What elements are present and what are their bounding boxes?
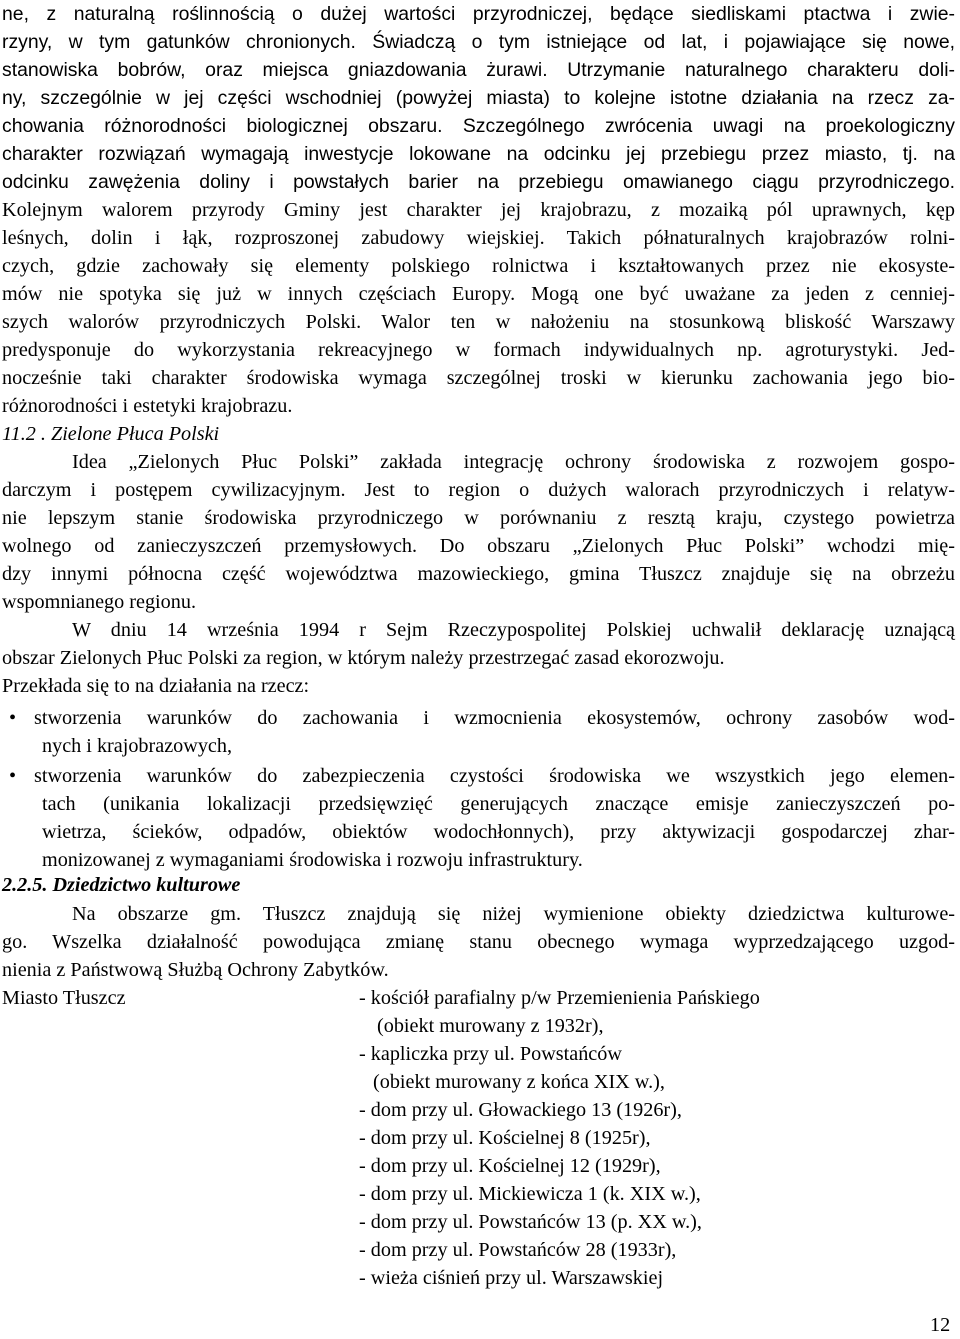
list-item (2, 704, 955, 760)
text-line: rzyny, w tym gatunków chronionych. Świadczą o tym istniejące od lat, i pojawiające się nowe, (2, 31, 955, 53)
text-line: Kolejnym walorem przyrody Gminy jest charakter jej krajobrazu, z mozaiką pól uprawnych, kęp (2, 199, 955, 221)
text-line: dzy innymi północna część województwa mazowieckiego, gmina Tłuszcz znajduje się na obrzeżu (2, 563, 955, 585)
text-line (2, 704, 955, 732)
text-line: nych i krajobrazowych, (42, 735, 233, 757)
bullet-text: stworzenia warunków do zachowania i wzmocnienia ekosystemów, ochrony zasobów wod- (34, 707, 955, 729)
text-line: tach (unikania lokalizacji przedsięwzięć generujących znaczące emisje zanieczyszczeń po- (42, 793, 955, 815)
town-name: Miasto Tłuszcz (2, 987, 126, 1009)
site-item: - dom przy ul. Powstańców 13 (p. XX w.), (359, 1211, 702, 1233)
paragraph-landscape (2, 196, 955, 420)
site-item: - dom przy ul. Kościelnej 12 (1929r), (359, 1155, 661, 1177)
text-line: chowania różnorodności biologicznej obszaru. Szczególnego zwrócenia uwagi na proekologiczny (2, 115, 955, 137)
text-line: nocześnie taki charakter środowiska wymaga szczególnej troski w kierunku zachowania jego bio- (2, 367, 955, 389)
site-item: - kapliczka przy ul. Powstańców (359, 1043, 622, 1065)
paragraph-nature-valley (2, 0, 955, 196)
bullet-list (2, 704, 955, 874)
text-line: charakter rozwiązań wymagają inwestycje lokowane na odcinku jej przebiegu przez miasto, tj. na (2, 143, 955, 165)
text-line: czych, gdzie zachowały się elementy polskiego rolnictwa i kształtowanych przez nie ekosyste- (2, 255, 955, 277)
section-heading-cultural-heritage: 2.2.5. Dziedzictwo kulturowe (2, 874, 241, 896)
text-line: Idea „Zielonych Płuc Polski” zakłada integrację ochrony środowiska z rozwojem gospo- (72, 451, 955, 473)
bullet-icon: • (9, 707, 17, 729)
text-line: wspomnianego regionu. (2, 591, 196, 613)
text-line: go. Wszelka działalność powodująca zmianę stanu obecnego wymaga wyprzedzającego uzgod- (2, 931, 955, 953)
site-item: - dom przy ul. Powstańców 28 (1933r), (359, 1239, 677, 1261)
text-line: odcinku zawężenia doliny i powstałych barier na przebiegu omawianego ciągu przyrodniczego. (2, 171, 955, 193)
site-item: - wieża ciśnień przy ul. Warszawskiej (359, 1267, 664, 1289)
text-line: predysponuje do wykorzystania rekreacyjnego w formach indywidualnych np. agroturystyki. Jed- (2, 339, 955, 361)
paragraph-sejm-declaration (2, 616, 955, 700)
text-line (2, 762, 955, 790)
text-line: nie lepszym stanie środowiska przyrodniczego w porównaniu z resztą kraju, czystego powietrza (2, 507, 955, 529)
paragraph-heritage-intro (2, 900, 955, 984)
text-line: mów nie spotyka się już w innych częściach Europy. Mogą one być uważane za jeden z cenniej- (2, 283, 955, 305)
text-line: wolnego od zanieczyszczeń przemysłowych. Do obszaru „Zielonych Płuc Polski” wchodzi mię- (2, 535, 955, 557)
text-line: stanowiska bobrów, oraz miejsca gniazdowania żurawi. Utrzymanie naturalnego charakteru doli- (2, 59, 955, 81)
list-item (2, 762, 955, 874)
text-line: W dniu 14 września 1994 r Sejm Rzeczypospolitej Polskiej uchwalił deklarację uznającą (72, 619, 955, 641)
site-item: - dom przy ul. Kościelnej 8 (1925r), (359, 1127, 651, 1149)
text-line: Przekłada się to na działania na rzecz: (2, 675, 310, 697)
text-line: darczym i postępem cywilizacyjnym. Jest to region o dużych walorach przyrodniczych i relatyw- (2, 479, 955, 501)
text-line: nienia z Państwową Służbą Ochrony Zabytków. (2, 959, 389, 981)
text-line: ne, z naturalną roślinnością o dużej wartości przyrodniczej, będące siedliskami ptactwa i zwie- (2, 3, 955, 25)
site-item: - dom przy ul. Mickiewicza 1 (k. XIX w.), (359, 1183, 701, 1205)
site-item-detail: (obiekt murowany z końca XIX w.), (373, 1071, 665, 1093)
bullet-icon: • (9, 765, 17, 787)
text-line: monizowanej z wymaganiami środowiska i rozwoju infrastruktury. (42, 849, 583, 871)
text-line: różnorodności i estetyki krajobrazu. (2, 395, 293, 417)
text-line: Na obszarze gm. Tłuszcz znajdują się niżej wymienione obiekty dziedzictwa kulturowe- (72, 903, 955, 925)
text-line: szych walorów przyrodniczych Polski. Walor ten w nałożeniu na stosunkową bliskość Warszawy (2, 311, 955, 333)
text-line: wietrza, ścieków, odpadów, obiektów wodochłonnych), przy aktywizacji gospodarczej zhar- (42, 821, 955, 843)
site-item: - kościół parafialny p/w Przemienienia Pańskiego (359, 987, 760, 1009)
text-line: leśnych, dolin i łąk, rozproszonej zabudowy wiejskiej. Takich półnaturalnych krajobrazów rolni- (2, 227, 955, 249)
section-heading-green-lungs: 11.2 . Zielone Płuca Polski (2, 423, 220, 445)
paragraph-green-lungs-idea (2, 448, 955, 616)
site-item-detail: (obiekt murowany z 1932r), (377, 1015, 604, 1037)
site-item: - dom przy ul. Głowackiego 13 (1926r), (359, 1099, 682, 1121)
text-line: obszar Zielonych Płuc Polski za region, w którym należy przestrzegać zasad ekorozwoju. (2, 647, 725, 669)
text-line: ny, szczególnie w jej części wschodniej (powyżej miasta) to kolejne istotne działania na rzecz za- (2, 87, 955, 109)
page-number: 12 (930, 1314, 951, 1336)
bullet-text: stworzenia warunków do zabezpieczenia czystości środowiska we wszystkich jego elemen- (34, 765, 955, 787)
